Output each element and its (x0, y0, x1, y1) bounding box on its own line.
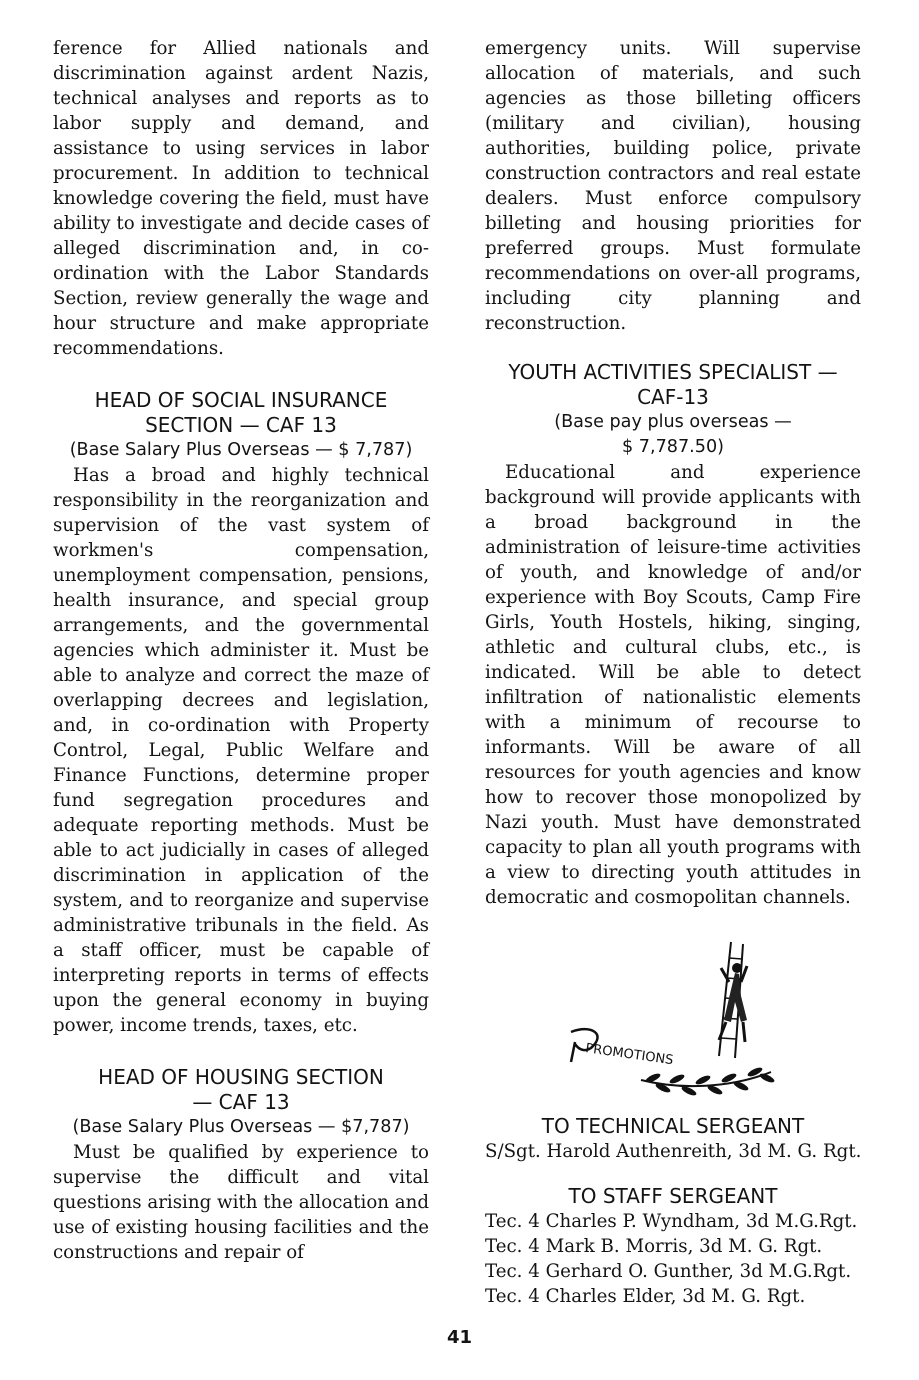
youth-body: Educational and experience background will provide applicants with a broad background in the administration of leisure-time activities of youth, and knowledge of and/or experience with Boy Scouts, Camp Fire Girls, Youth Hostels, hiking, singing, athletic and cultural clubs, etc., is indicated. Will be able to detect infiltration of nationalistic elements with a minimum of recourse to informants. Will be aware of all resources for youth agencies and know how to recover those monopolized by Nazi youth. Must have demonstrated capacity to plan all youth programs with a view to directing youth attitudes in democratic and cosmopolitan channels. (485, 462, 861, 908)
staff-sergeant-heading: TO STAFF SERGEANT (568, 1184, 778, 1208)
housing-title-1: HEAD OF HOUSING SECTION (98, 1065, 384, 1089)
left-column (53, 36, 429, 1265)
social-insurance-title-1: HEAD OF SOCIAL INSURANCE (94, 388, 388, 412)
promotions-illustration-icon (561, 938, 791, 1114)
staff-sergeant-list (485, 1209, 861, 1309)
youth-title-1: YOUTH ACTIVITIES SPECIALIST — (508, 360, 838, 384)
housing-body: Must be qualified by experience to supervise the difficult and vital questions arising with the allocation and use of existing housing facilities and the constructions and repair of (53, 1142, 429, 1263)
list-item: Tec. 4 Gerhard O. Gunther, 3d M.G.Rgt. (485, 1261, 852, 1282)
social-insurance-salary: (Base Salary Plus Overseas — $ 7,787) (69, 440, 413, 460)
list-item: Tec. 4 Charles Elder, 3d M. G. Rgt. (485, 1286, 806, 1307)
list-item: Tec. 4 Charles P. Wyndham, 3d M.G.Rgt. (485, 1211, 858, 1232)
list-item: Tec. 4 Mark B. Morris, 3d M. G. Rgt. (485, 1236, 823, 1257)
tech-sergeant-entry: S/Sgt. Harold Authenreith, 3d M. G. Rgt. (485, 1141, 862, 1162)
intro-paragraph: ference for Allied nationals and discrimination against ardent Nazis, technical analyses and reports as to labor supply and demand, and assistance to using services in labor procurement. In addition to technical knowledge covering the field, must have ability to investigate and decide cases of alleged discrimination and, in co-ordination with the Labor Standards Section, review generally the wage and hour structure and make appropriate recommendations. (53, 38, 429, 359)
page-number: 41 (446, 1327, 473, 1348)
youth-salary-1: (Base pay plus overseas — (554, 412, 792, 432)
promotions-logo-text: PROMOTIONS (584, 1041, 675, 1069)
right-column (485, 36, 861, 1309)
promotions-logo (485, 938, 861, 1114)
housing-salary: (Base Salary Plus Overseas — $7,787) (72, 1117, 410, 1137)
youth-title-2: CAF-13 (637, 385, 709, 409)
housing-title-2: — CAF 13 (192, 1090, 290, 1114)
tech-sergeant-heading: TO TECHNICAL SERGEANT (541, 1114, 805, 1138)
social-insurance-title-2: SECTION — CAF 13 (145, 413, 337, 437)
social-insurance-body: Has a broad and highly technical responsibility in the reorganization and supervision of the vast system of workmen's compensation, unemployment compensation, pensions, health insurance, and special group arrangements, and the governmental agencies which administer it. Must be able to analyze and correct the maze of overlapping decrees and legislation, and, in co-ordination with Property Control, Legal, Public Welfare and Finance Functions, determine proper fund segregation procedures and adequate reporting methods. Must be able to act judicially in cases of alleged discrimination in application of the system, and to reorganize and supervise administrative tribunals in the field. As a staff officer, must be capable of interpreting reports in terms of effects upon the general economy in buying power, income trends, taxes, etc. (53, 465, 429, 1036)
youth-salary-2: $ 7,787.50) (622, 437, 724, 457)
housing-continued-paragraph: emergency units. Will supervise allocation of materials, and such agencies as those billeting officers (military and civilian), housing authorities, building police, private construction contractors and real estate dealers. Must enforce compulsory billeting and housing priorities for preferred groups. Must formulate recommendations on over-all programs, including city planning and reconstruction. (485, 38, 861, 334)
